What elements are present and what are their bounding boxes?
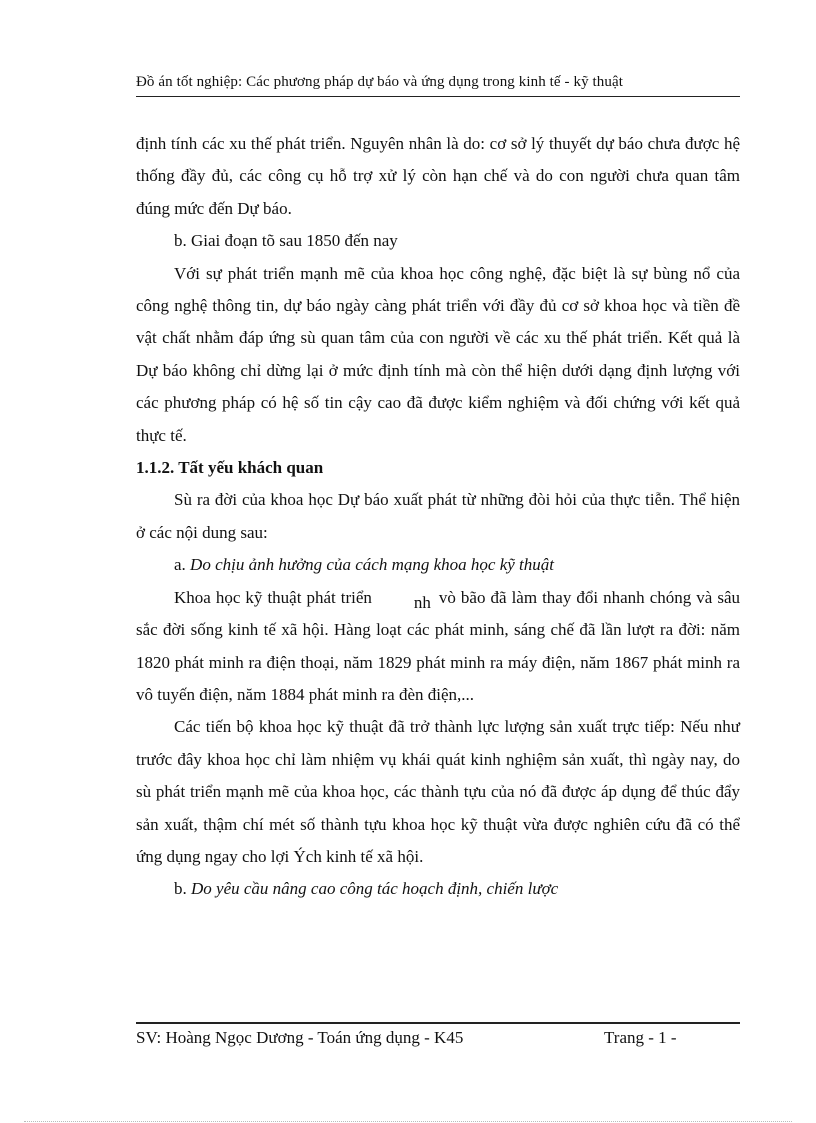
footer-divider [136, 1022, 740, 1024]
subsection-a [136, 549, 740, 581]
paragraph-science-tech [136, 582, 740, 712]
paragraph-continuation: định tính các xu thế phát triển. Nguyên nhân là do: cơ sở lý thuyết dự báo chưa được hệ thống đầy đủ, các công cụ hỗ trợ xử lý còn hạn chế và do con người chưa quan tâm đúng mức đến Dự báo. [136, 134, 740, 218]
page-footer [136, 1028, 740, 1048]
paragraph-science-tech-part2: vò bão đã làm thay đổi nhanh chóng và sâu sắc đời sống kinh tế xã hội. Hàng loạt các phát minh, sáng chế đã lần lượt ra đời: năm 1820 phát minh ra điện thoại, năm 1829 phát minh ra máy điện, năm 1867 phát minh ra vô tuyến điện, năm 1884 phát minh ra đèn điện,... [136, 587, 740, 704]
section-heading: 1.1.2. Tất yếu khách quan [136, 458, 324, 478]
paragraph-science-tech-part1: Khoa học kỹ thuật phát triển [174, 587, 372, 607]
document-body [136, 128, 740, 906]
page-number: Trang - 1 - [604, 1028, 677, 1047]
header-divider [136, 96, 740, 97]
footer-author: SV: Hoàng Ngọc Dương - Toán ứng dụng - K45 [136, 1028, 464, 1047]
paragraph-progress: Các tiến bộ khoa học kỹ thuật đã trở thành lực lượng sản xuất trực tiếp: Nếu như trước đây khoa học chỉ làm nhiệm vụ khái quát kinh nghiệm sản xuất, thì ngày nay, do sù phát triển mạnh mẽ của khoa học, các thành tựu của nó đã được áp dụng để thúc đẩy sản xuất, thậm chí mét số thành tựu khoa học kỹ thuật vừa được nghiên cứu đã có thể ứng dụng ngay cho lợi Ých kinh tế xã hội. [136, 717, 740, 866]
subsection-b-label: b. Giai đoạn tõ sau 1850 đến nay [174, 231, 398, 251]
subsection-b2-title: Do yêu cầu nâng cao công tác hoạch định, chiến lược [191, 879, 559, 899]
stray-fragment: nh [413, 592, 431, 612]
subsection-b2-prefix: b. [174, 879, 187, 899]
page-edge-dotted-line [24, 1121, 792, 1122]
subsection-a-title: Do chịu ảnh hưởng của cách mạng khoa học kỹ thuật [190, 555, 554, 575]
subsection-a-prefix: a. [174, 555, 186, 575]
paragraph-development: Với sự phát triển mạnh mẽ của khoa học công nghệ, đặc biệt là sự bùng nổ của công nghệ thông tin, dự báo ngày càng phát triển với đầy đủ cơ sở khoa học và tiền đề vật chất nhằm đáp ứng sù quan tâm của con người về các xu thế phát triển. Kết quả là Dự báo không chỉ dừng lại ở mức định tính mà còn thể hiện dưới dạng định lượng với các phương pháp có hệ số tin cậy cao đã được kiểm nghiệm và đối chứng với kết quả thực tế. [136, 263, 740, 445]
subsection-b2 [136, 873, 740, 905]
paragraph-origin: Sù ra đời của khoa học Dự báo xuất phát từ những đòi hỏi của thực tiễn. Thể hiện ở các nội dung sau: [136, 490, 740, 542]
page-header-title: Đồ án tốt nghiệp: Các phương pháp dự báo và ứng dụng trong kinh tế - kỹ thuật [136, 74, 624, 90]
